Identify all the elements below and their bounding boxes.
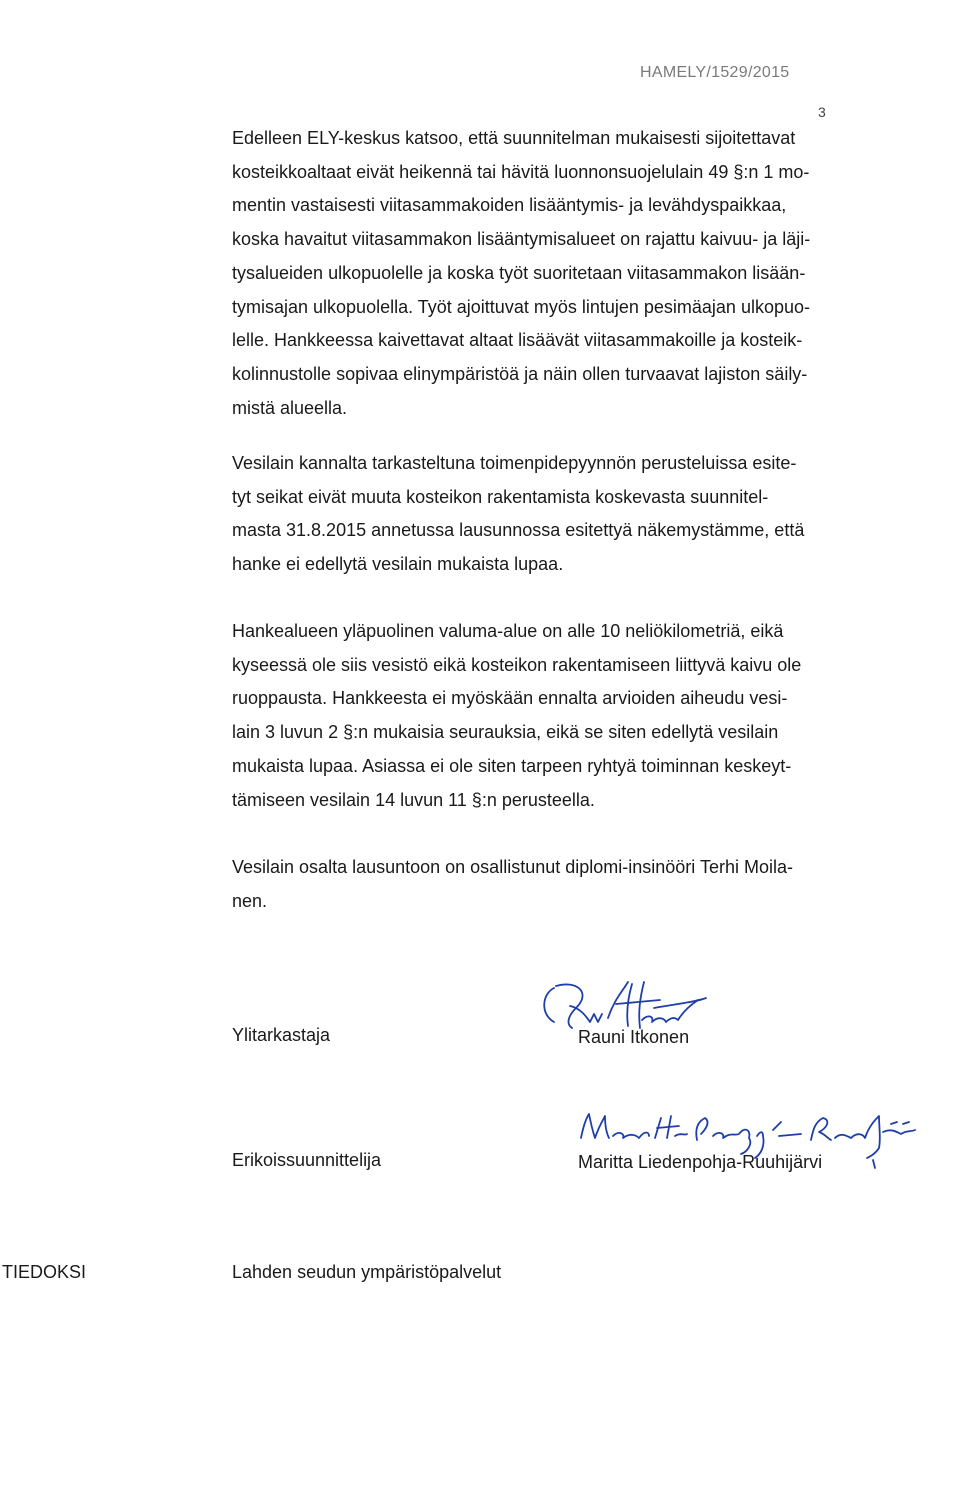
- text-line: ruoppausta. Hankkeesta ei myöskään ennalta arvioiden aiheudu vesi-: [232, 688, 788, 709]
- text-line: mistä alueella.: [232, 397, 348, 418]
- text-line: lelle. Hankkeessa kaivettavat altaat lisäävät viitasammakoille ja kosteik-: [232, 330, 803, 351]
- distribution-recipient: Lahden seudun ympäristöpalvelut: [232, 1262, 502, 1282]
- paragraph-catchment-area: [232, 615, 872, 817]
- text-line: lain 3 luvun 2 §:n mukaisia seurauksia, eikä se siten edellytä vesilain: [232, 722, 779, 743]
- text-line: hanke ei edellytä vesilain mukaista lupaa.: [232, 554, 564, 575]
- paragraph-participant: [232, 851, 872, 918]
- text-line: Vesilain kannalta tarkasteltuna toimenpidepyynnön perusteluissa esite-: [232, 453, 797, 473]
- text-line: kosteikkoaltaat eivät heikennä tai hävitä luonnonsuojelulain 49 §:n 1 mo-: [232, 161, 810, 182]
- distribution-label: TIEDOKSI: [2, 1262, 87, 1282]
- signer-name: Rauni Itkonen: [578, 1027, 690, 1047]
- page-number: 3: [818, 104, 826, 120]
- text-line: masta 31.8.2015 annetussa lausunnossa esitettyä näkemystämme, että: [232, 520, 805, 541]
- text-line: mentin vastaisesti viitasammakoiden lisääntymis- ja levähdyspaikkaa,: [232, 195, 787, 216]
- text-line: Hankealueen yläpuolinen valuma-alue on alle 10 neliökilometriä, eikä: [232, 621, 784, 641]
- text-line: kyseessä ole siis vesistö eikä kosteikon rakentamiseen liittyvä kaivu ole: [232, 654, 802, 675]
- signer-name: Maritta Liedenpohja-Ruuhijärvi: [578, 1152, 823, 1172]
- text-line: mukaista lupaa. Asiassa ei ole siten tarpeen ryhtyä toiminnan keskeyt-: [232, 755, 792, 776]
- text-line: tymisajan ulkopuolella. Työt ajoittuvat myös lintujen pesimäajan ulkopuo-: [232, 296, 810, 317]
- paragraph-nature-conservation: [232, 122, 872, 425]
- document-reference: HAMELY/1529/2015: [640, 64, 790, 81]
- text-line: kolinnustolle sopivaa elinympäristöä ja näin ollen turvaavat lajiston säily-: [232, 363, 808, 384]
- text-line: koska havaitut viitasammakon lisääntymisalueet on rajattu kaivuu- ja läji-: [232, 229, 811, 250]
- paragraph-water-act: [232, 447, 872, 582]
- text-line: Vesilain osalta lausuntoon on osallistunut diplomi-insinööri Terhi Moila-: [232, 857, 793, 877]
- text-line: tyt seikat eivät muuta kosteikon rakentamista koskevasta suunnitel-: [232, 486, 769, 507]
- signer-title: Ylitarkastaja: [232, 1025, 331, 1045]
- text-line: Edelleen ELY-keskus katsoo, että suunnitelman mukaisesti sijoitettavat: [232, 128, 796, 148]
- text-line: tämiseen vesilain 14 luvun 11 §:n perusteella.: [232, 789, 595, 810]
- text-line: nen.: [232, 890, 268, 911]
- signer-title: Erikoissuunnittelija: [232, 1150, 382, 1170]
- text-line: tysalueiden ulkopuolelle ja koska työt suoritetaan viitasammakon lisään-: [232, 262, 806, 283]
